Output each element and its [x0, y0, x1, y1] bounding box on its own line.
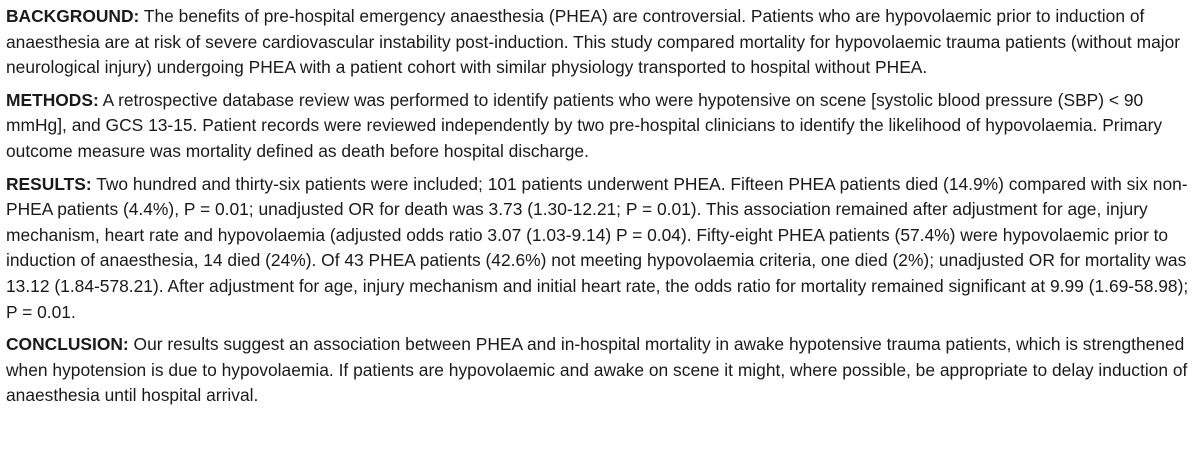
- background-section: [6, 4, 1194, 81]
- results-heading: RESULTS:: [6, 173, 92, 194]
- conclusion-heading: CONCLUSION:: [6, 334, 129, 355]
- results-section: [6, 172, 1194, 326]
- methods-heading: METHODS:: [6, 89, 99, 110]
- results-text: Two hundred and thirty-six patients were included; 101 patients underwent PHEA. Fifteen PHEA patients died (14.9%) compared with six non-PHEA patients (4.4%), P = 0.01; unadjusted OR for death was 3.73 (1.30-12.21; P = 0.01). This association remained after adjustment for age, injury mechanism, heart rate and hypovolaemia (adjusted odds ratio 3.07 (1.03-9.14) P = 0.04). Fifty-eight PHEA patients (57.4%) were hypovolaemic prior to induction of anaesthesia, 14 died (24%). Of 43 PHEA patients (42.6%) not meeting hypovolaemia criteria, one died (2%); unadjusted OR for mortality was 13.12 (1.84-578.21). After adjustment for age, injury mechanism and initial heart rate, the odds ratio for mortality remained significant at 9.99 (1.69-58.98); P = 0.01.: [6, 173, 1189, 322]
- methods-text: A retrospective database review was performed to identify patients who were hypotensive on scene [systolic blood pressure (SBP) < 90 mmHg], and GCS 13-15. Patient records were reviewed independently by two pre-hospital clinicians to identify the likelihood of hypovolaemia. Primary outcome measure was mortality defined as death before hospital discharge.: [6, 89, 1163, 161]
- methods-section: [6, 88, 1194, 165]
- conclusion-section: [6, 332, 1194, 409]
- background-text: The benefits of pre-hospital emergency anaesthesia (PHEA) are controversial. Patients who are hypovolaemic prior to induction of anaesthesia are at risk of severe cardiovascular instability post-induction. This study compared mortality for hypovolaemic trauma patients (without major neurological injury) undergoing PHEA with a patient cohort with similar physiology transported to hospital without PHEA.: [6, 6, 1181, 78]
- conclusion-text: Our results suggest an association between PHEA and in-hospital mortality in awake hypotensive trauma patients, which is strengthened when hypotension is due to hypovolaemia. If patients are hypovolaemic and awake on scene it might, where possible, be appropriate to delay induction of anaesthesia until hospital arrival.: [6, 334, 1188, 406]
- background-heading: BACKGROUND:: [6, 6, 140, 26]
